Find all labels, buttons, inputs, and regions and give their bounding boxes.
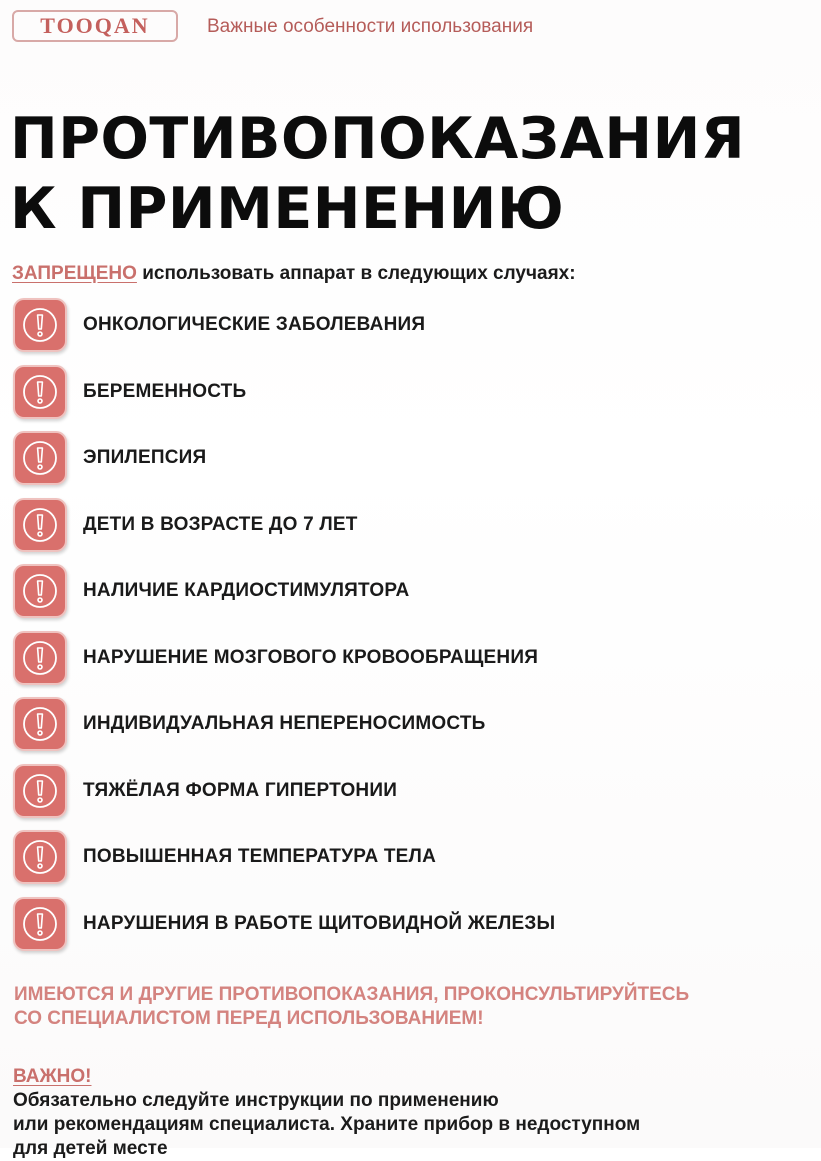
exclamation-icon: [13, 298, 67, 352]
important-note: [13, 1065, 813, 1161]
brand-logo: [12, 10, 178, 42]
list-item-label: ДЕТИ В ВОЗРАСТЕ ДО 7 ЛЕТ: [83, 513, 358, 535]
page-title-line-1: ПРОТИВОПОКАЗАНИЯ: [10, 106, 746, 172]
warning-line-1: ИМЕЮТСЯ И ДРУГИЕ ПРОТИВОПОКАЗАНИЯ, ПРОКОНСУЛЬТИРУЙТЕСЬ: [14, 984, 690, 1005]
exclamation-icon: [13, 897, 67, 951]
exclamation-icon: [13, 631, 67, 685]
brand-name: TOOQAN: [40, 13, 150, 38]
list-item-label: НАЛИЧИЕ КАРДИОСТИМУЛЯТОРА: [83, 580, 410, 601]
list-item-label: БЕРЕМЕННОСТЬ: [83, 380, 247, 402]
forbidden-label: ЗАПРЕЩЕНО: [12, 263, 137, 284]
important-label: ВАЖНО!: [13, 1066, 92, 1087]
page-title-line-2: К ПРИМЕНЕНИЮ: [10, 176, 565, 242]
note-line-1: [13, 1065, 813, 1113]
list-item-label: ОНКОЛОГИЧЕСКИЕ ЗАБОЛЕВАНИЯ: [83, 314, 426, 335]
list-item: [13, 298, 813, 365]
list-item: [13, 431, 813, 498]
list-item-label: НАРУШЕНИЕ МОЗГОВОГО КРОВООБРАЩЕНИЯ: [83, 646, 539, 668]
page-title: [10, 104, 815, 244]
list-item-label: ПОВЫШЕННАЯ ТЕМПЕРАТУРА ТЕЛА: [83, 846, 436, 867]
exclamation-icon: [13, 764, 67, 818]
list-item: [13, 365, 813, 432]
list-item-label: НАРУШЕНИЯ В РАБОТЕ ЩИТОВИДНОЙ ЖЕЛЕЗЫ: [83, 912, 556, 934]
exclamation-icon: [13, 498, 67, 552]
exclamation-icon: [13, 830, 67, 884]
header-subtitle: Важные особенности использования: [207, 16, 534, 37]
note-line-2: или рекомендациям специалиста. Храните прибор в недоступном: [13, 1114, 641, 1135]
list-item: [13, 830, 813, 897]
note-line-1-text: Обязательно следуйте инструкции по применению: [13, 1090, 499, 1111]
list-item: [13, 564, 813, 631]
exclamation-icon: [13, 365, 67, 419]
intro-text: [12, 263, 576, 285]
contraindications-list: [13, 298, 813, 963]
warning-text: [14, 983, 814, 1031]
list-item-label: ТЯЖЁЛАЯ ФОРМА ГИПЕРТОНИИ: [83, 779, 398, 801]
exclamation-icon: [13, 431, 67, 485]
exclamation-icon: [13, 697, 67, 751]
list-item: [13, 897, 813, 964]
exclamation-icon: [13, 564, 67, 618]
note-line-3: для детей месте: [13, 1138, 168, 1159]
list-item: [13, 631, 813, 698]
list-item: [13, 697, 813, 764]
list-item-label: ИНДИВИДУАЛЬНАЯ НЕПЕРЕНОСИМОСТЬ: [83, 713, 486, 734]
list-item: [13, 498, 813, 565]
list-item: [13, 764, 813, 831]
intro-rest: использовать аппарат в следующих случаях:: [136, 263, 576, 284]
list-item-label: ЭПИЛЕПСИЯ: [83, 447, 207, 468]
warning-line-2: СО СПЕЦИАЛИСТОМ ПЕРЕД ИСПОЛЬЗОВАНИЕМ!: [14, 1008, 484, 1029]
